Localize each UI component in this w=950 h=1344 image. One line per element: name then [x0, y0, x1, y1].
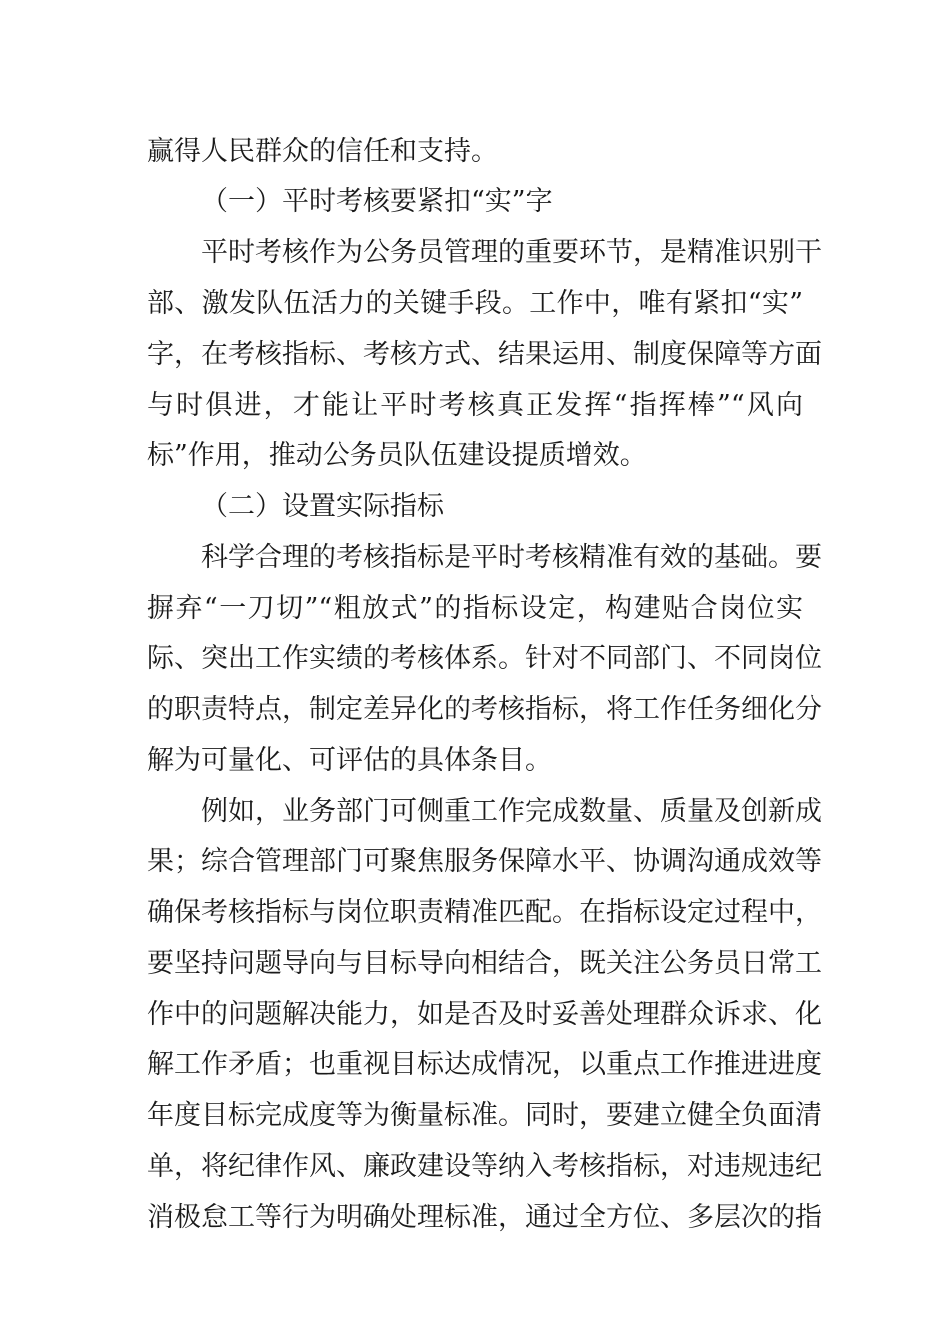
paragraph-line: 单，将纪律作风、廉政建设等纳入考核指标，对违规违纪 — [147, 1151, 822, 1182]
paragraph-line: 年度目标完成度等为衡量标准。同时，要建立健全负面清 — [147, 1100, 822, 1131]
section-heading-2: （二）设置实际指标 — [201, 491, 444, 522]
paragraph-line: 作中的问题解决能力，如是否及时妥善处理群众诉求、化 — [147, 999, 822, 1030]
paragraph-line: 与时俱进，才能让平时考核真正发挥“指挥棒”“风向 — [147, 390, 803, 421]
paragraph-line: 部、激发队伍活力的关键手段。工作中，唯有紧扣“实” — [147, 288, 803, 319]
paragraph-line: 标”作用，推动公务员队伍建设提质增效。 — [147, 440, 647, 471]
paragraph-line: 字，在考核指标、考核方式、结果运用、制度保障等方面 — [147, 339, 822, 370]
paragraph-line: 摒弃“一刀切”“粗放式”的指标设定，构建贴合岗位实 — [147, 593, 803, 624]
paragraph-line: 际、突出工作实绩的考核体系。针对不同部门、不同岗位 — [147, 643, 822, 674]
paragraph-line: 果；综合管理部门可聚焦服务保障水平、协调沟通成效等 — [147, 846, 822, 877]
section-heading-1: （一）平时考核要紧扣“实”字 — [201, 186, 553, 217]
paragraph-line: 要坚持问题导向与目标导向相结合，既关注公务员日常工 — [147, 948, 822, 979]
paragraph-line: 消极怠工等行为明确处理标准，通过全方位、多层次的指 — [147, 1202, 822, 1233]
paragraph-line: 解为可量化、可评估的具体条目。 — [147, 745, 552, 776]
paragraph-line: 科学合理的考核指标是平时考核精准有效的基础。要 — [201, 542, 822, 573]
paragraph-line: 平时考核作为公务员管理的重要环节，是精准识别干 — [201, 237, 822, 268]
paragraph-line: 的职责特点，制定差异化的考核指标，将工作任务细化分 — [147, 694, 822, 725]
paragraph-line: 例如，业务部门可侧重工作完成数量、质量及创新成 — [201, 796, 822, 827]
paragraph-line: 确保考核指标与岗位职责精准匹配。在指标设定过程中， — [147, 897, 822, 928]
paragraph-line: 赢得人民群众的信任和支持。 — [147, 136, 498, 167]
paragraph-line: 解工作矛盾；也重视目标达成情况，以重点工作推进进度 — [147, 1049, 822, 1080]
